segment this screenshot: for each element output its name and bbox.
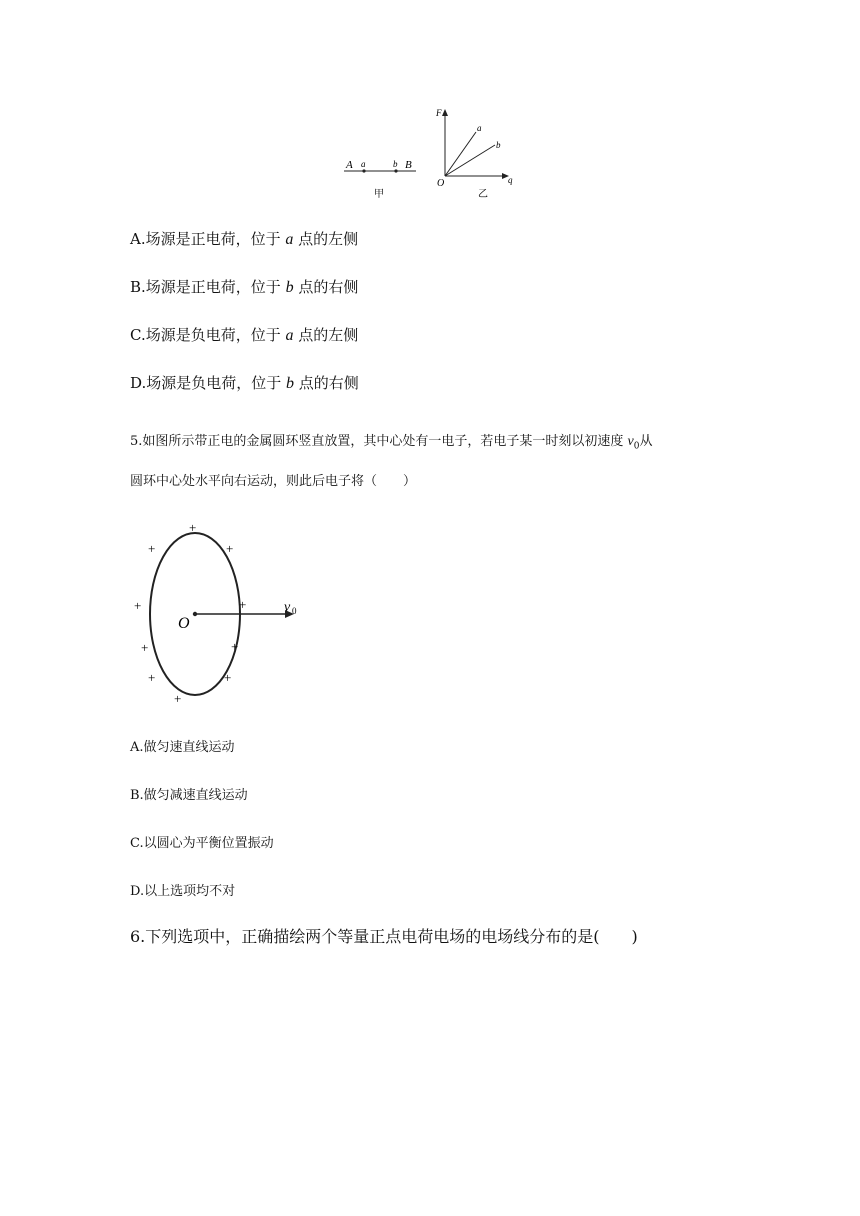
- axis-F-arrow: [442, 109, 448, 116]
- q5-stem-line1: [130, 432, 653, 457]
- label-O: O: [178, 615, 190, 632]
- line-a: [445, 132, 476, 176]
- plus-sign: +: [148, 670, 156, 685]
- q5-stem-line2: [130, 472, 416, 492]
- figure-jia-yi: [330, 100, 530, 205]
- plus-sign: +: [239, 597, 247, 612]
- q5-text: 从: [639, 434, 653, 449]
- option-text: C.场源是负电荷，位于: [130, 326, 286, 344]
- plus-sign: +: [226, 541, 234, 556]
- q6-stem: 6.下列选项中，正确描绘两个等量正点电荷电场的电场线分布的是( ): [130, 927, 638, 946]
- v0-symbol: v: [627, 434, 634, 449]
- plus-sign: +: [189, 520, 197, 535]
- v0-subscript: 0: [633, 441, 640, 452]
- q5-option-a: A.做匀速直线运动: [130, 740, 235, 755]
- caption-yi: 乙: [478, 189, 488, 200]
- point-a: [362, 169, 365, 172]
- option-var: a: [285, 231, 294, 248]
- plus-sign: +: [174, 691, 182, 706]
- option-var: b: [286, 375, 295, 392]
- option-text: 点的右侧: [293, 278, 359, 296]
- label-q: q: [508, 175, 513, 185]
- option-text: 点的左侧: [293, 230, 359, 248]
- figure-jia: [344, 159, 416, 200]
- q5-option-c: C.以圆心为平衡位置振动: [130, 836, 274, 851]
- figure-yi: [435, 108, 513, 200]
- label-line-a: a: [477, 123, 482, 133]
- option-text: 点的右侧: [294, 374, 359, 392]
- option-text: B.场源是正电荷，位于: [130, 278, 286, 296]
- figure-charged-ring: [128, 515, 308, 715]
- caption-jia: 甲: [374, 189, 384, 200]
- option-var: a: [285, 327, 294, 344]
- option-text: 点的左侧: [293, 326, 359, 344]
- label-v: v: [284, 600, 291, 615]
- label-B: B: [405, 159, 412, 171]
- option-text: A.场源是正电荷，位于: [130, 230, 286, 248]
- q4-option-d: [130, 373, 359, 394]
- q5-text: 圆环中心处水平向右运动，则此后电子将（ ）: [130, 474, 417, 489]
- q5-option-d: D.以上选项均不对: [130, 884, 236, 899]
- option-text: D.场源是负电荷，位于: [130, 374, 287, 392]
- plus-sign: +: [134, 598, 142, 613]
- q4-option-a: [130, 229, 358, 250]
- line-b: [445, 145, 495, 176]
- label-A: A: [346, 159, 353, 171]
- label-F: F: [436, 108, 442, 118]
- option-var: b: [285, 279, 294, 296]
- point-b: [394, 169, 397, 172]
- label-line-b: b: [496, 140, 501, 150]
- q5-text: 5.如图所示带正电的金属圆环竖直放置，其中心处有一电子，若电子某一时刻以初速度: [130, 434, 628, 449]
- label-v-sub: 0: [292, 606, 297, 616]
- plus-sign: +: [141, 640, 149, 655]
- label-a: a: [361, 159, 366, 169]
- q4-option-c: [130, 325, 358, 346]
- label-b: b: [393, 159, 398, 169]
- label-O: O: [437, 178, 445, 189]
- q4-option-b: [130, 277, 358, 298]
- plus-sign: +: [224, 670, 232, 685]
- q5-option-b: B.做匀减速直线运动: [130, 788, 248, 803]
- plus-sign: +: [148, 541, 156, 556]
- plus-sign: +: [231, 639, 239, 654]
